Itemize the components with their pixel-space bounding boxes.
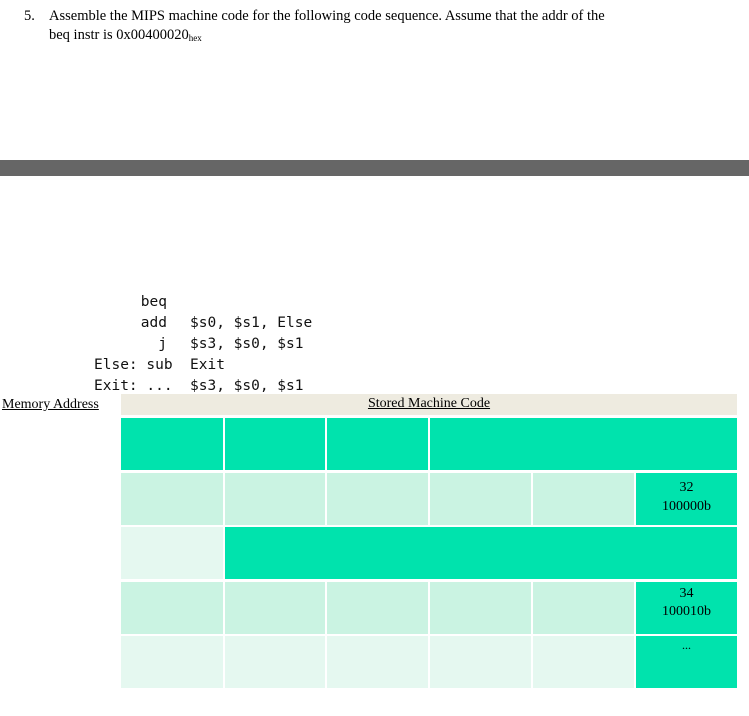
code-args: $s3, $s0, $s1 [190,336,304,352]
machine-code-cell [121,418,223,470]
funct-cell [636,473,737,525]
question-text-line-1: Assemble the MIPS machine code for the following code sequence. Assume that the addr of the [49,8,605,24]
machine-code-cell [225,527,737,579]
memory-address-header: Memory Address [2,397,99,412]
code-op: add [140,315,167,331]
machine-code-cell [533,582,634,634]
machine-code-cell [430,473,531,525]
hex-subscript: hex [188,33,202,43]
machine-code-cell [225,636,325,688]
funct-binary: 100000b [662,499,711,514]
code-op: ... [146,378,173,394]
code-args: $s0, $s1, Else [190,315,313,331]
ellipsis: ... [682,638,691,652]
machine-code-cell [327,473,428,525]
code-op: j [158,336,167,352]
funct-binary: 100010b [662,604,711,619]
machine-code-cell [225,473,325,525]
question-text-line-2-main: beq instr is 0x00400020 [49,27,189,43]
machine-code-cell [225,582,325,634]
stored-machine-code-header-bar [121,394,737,415]
code-op: sub [146,357,173,373]
code-label: Else: [94,357,138,373]
funct-cell [636,582,737,634]
machine-code-cell [533,636,634,688]
machine-code-cell [430,418,737,470]
code-args: $s3, $s0, $s1 [190,378,304,394]
question-number: 5. [24,8,35,24]
machine-code-cell [327,418,428,470]
funct-cell [636,636,737,688]
machine-code-cell [430,636,531,688]
machine-code-cell [327,636,428,688]
machine-code-cell [533,473,634,525]
machine-code-cell [121,527,223,579]
stored-machine-code-header: Stored Machine Code [367,396,491,411]
machine-code-cell [121,582,223,634]
question-text-line-2 [49,26,202,48]
machine-code-cell [225,418,325,470]
code-args: Exit [190,357,225,373]
section-divider [0,160,749,176]
machine-code-cell [121,636,223,688]
machine-code-cell [327,582,428,634]
machine-code-cell [121,473,223,525]
code-label: Exit: [94,378,138,394]
code-op: beq [140,294,167,310]
funct-decimal: 34 [679,586,694,601]
funct-decimal: 32 [679,480,694,495]
machine-code-cell [430,582,531,634]
